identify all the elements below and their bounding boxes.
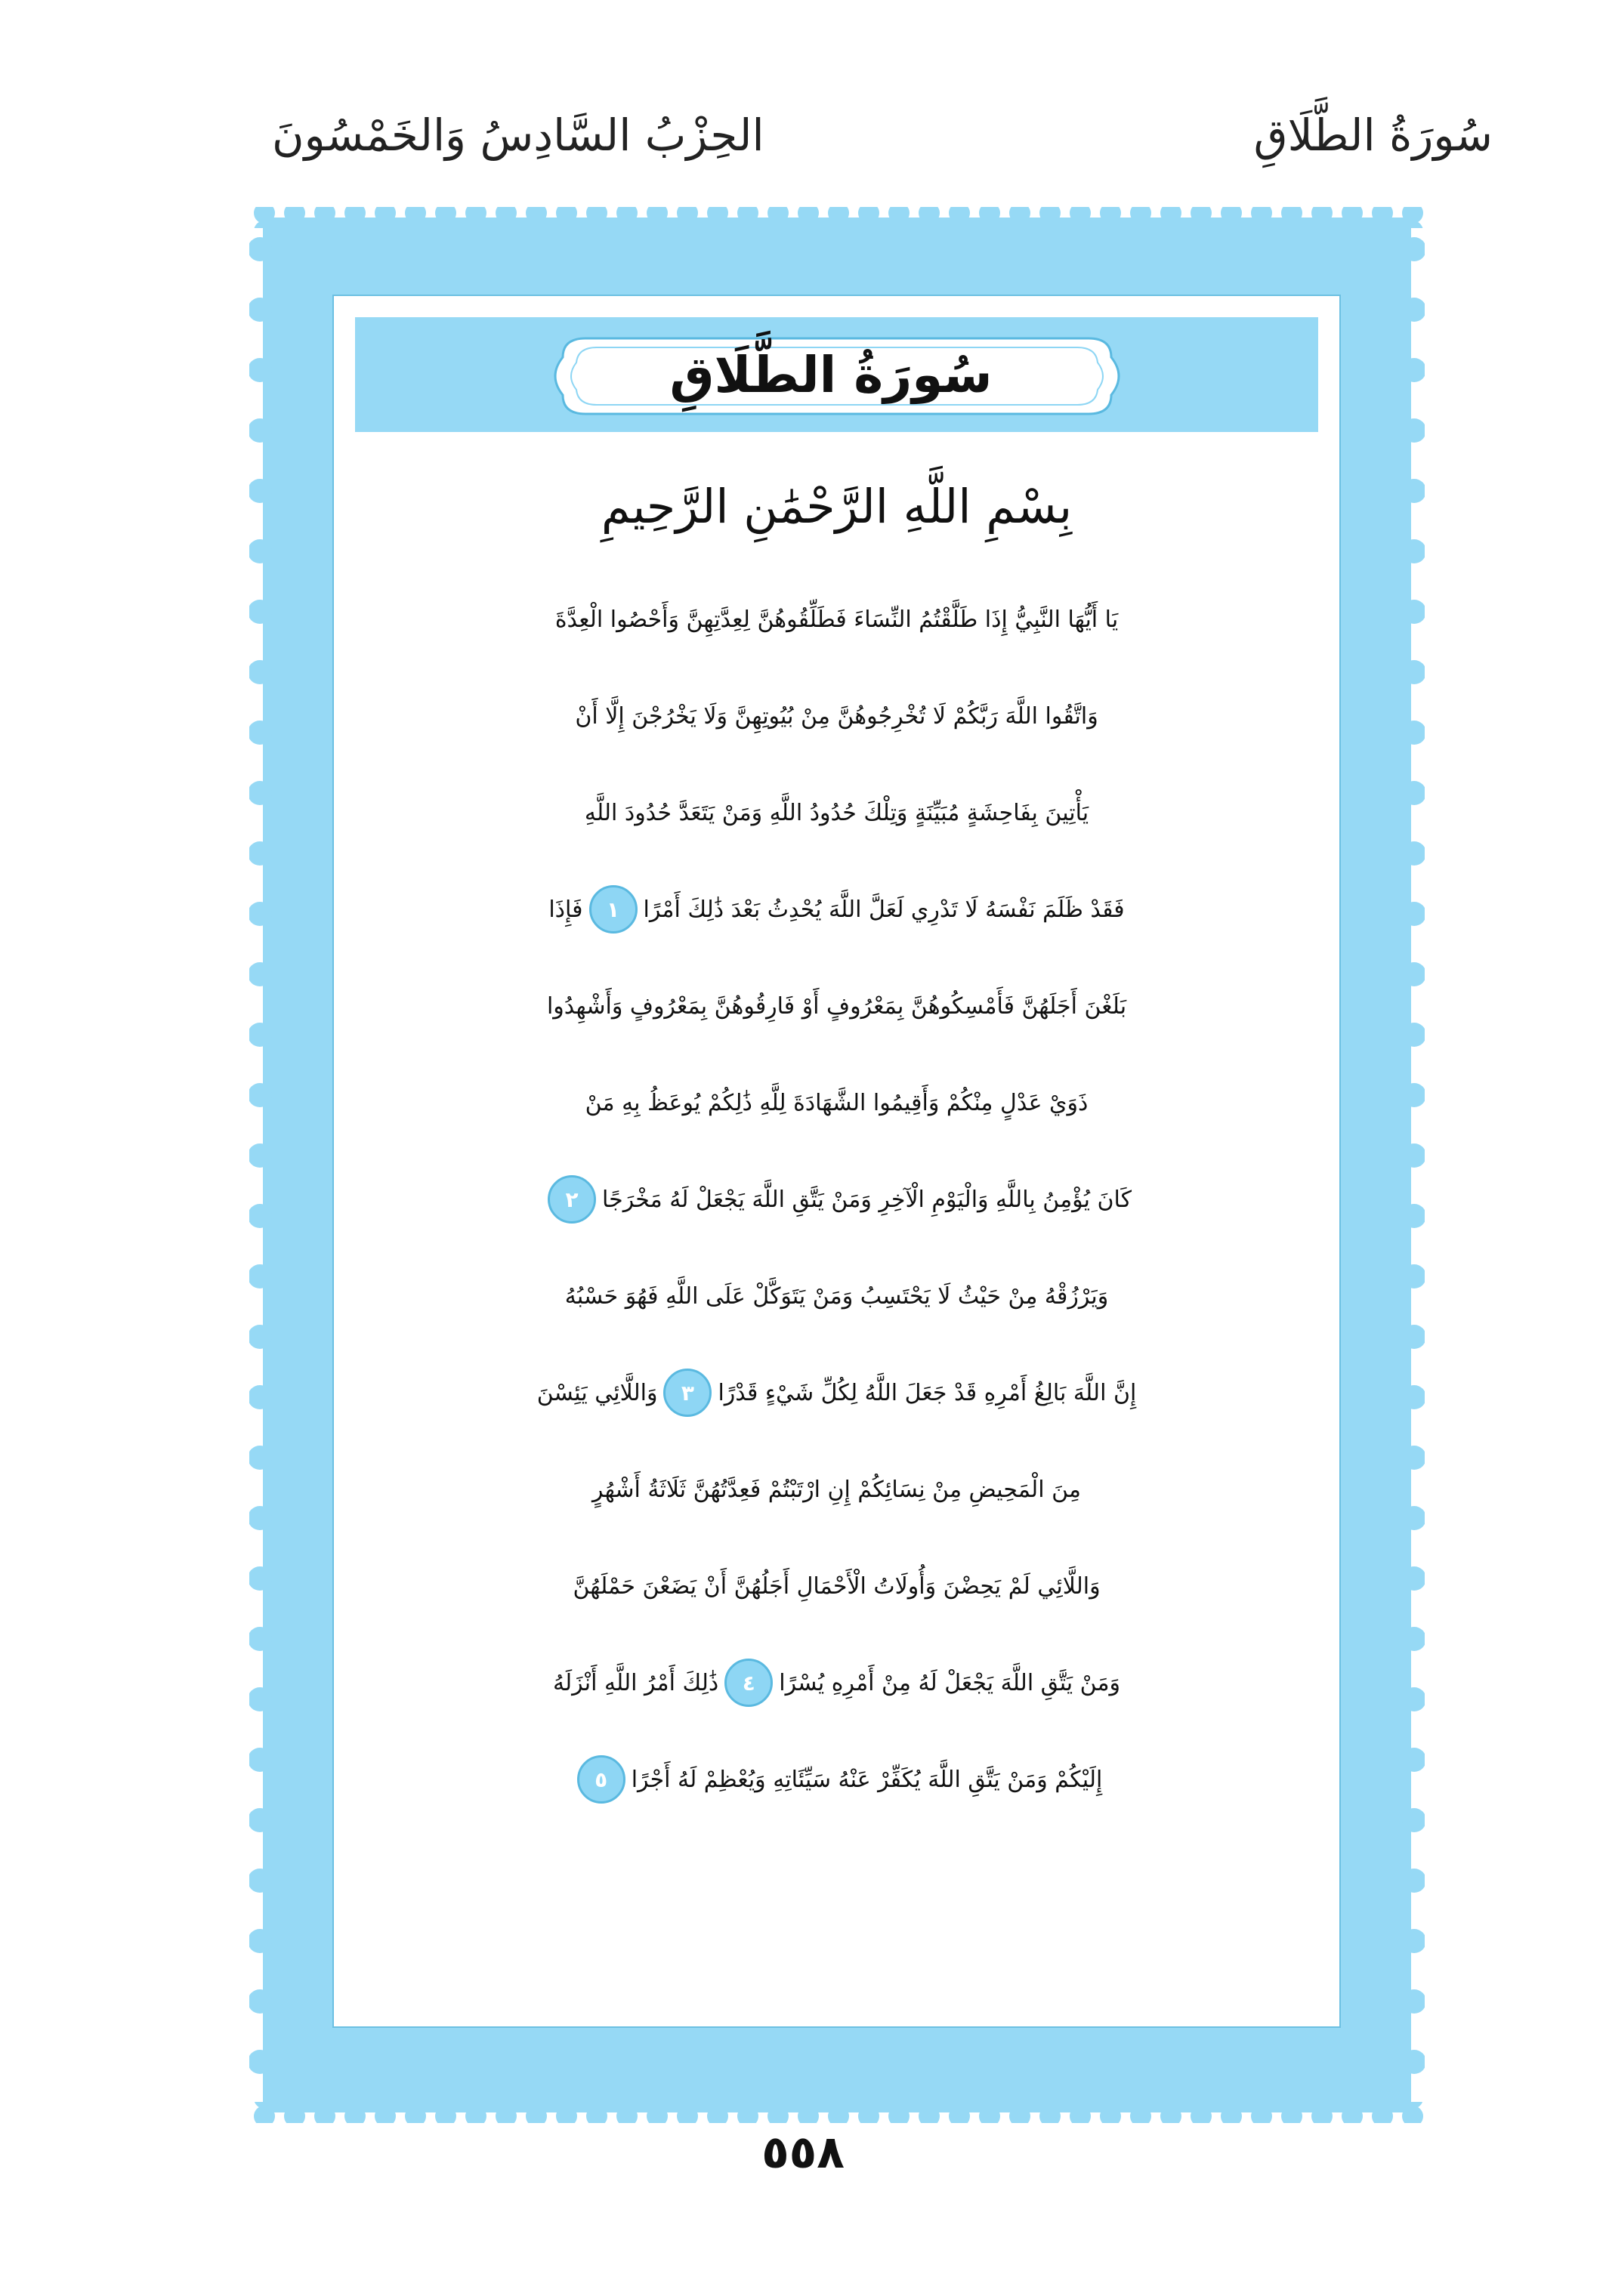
ayah-number-marker: ٢ bbox=[548, 1175, 596, 1224]
ayah-number-marker: ٣ bbox=[663, 1369, 712, 1417]
basmala: بِسْمِ اللَّهِ الرَّحْمَٰنِ الرَّحِيمِ bbox=[601, 478, 1073, 534]
line-text: وَاتَّقُوا اللَّهَ رَبَّكُمْ لَا تُخْرِجُوهُنَّ مِنْ بُيُوتِهِنَّ وَلَا يَخْرُجْنَ إِلَّا أَنْ bbox=[575, 702, 1098, 730]
line-text: إِنَّ اللَّهَ بَالِغُ أَمْرِهِ قَدْ جَعَلَ اللَّهُ لِكُلِّ شَيْءٍ قَدْرًا bbox=[718, 1379, 1137, 1406]
line-text-continuation: ذَٰلِكَ أَمْرُ اللَّهِ أَنْزَلَهُ bbox=[552, 1669, 719, 1696]
quran-line bbox=[355, 671, 1318, 761]
quran-line bbox=[355, 1541, 1318, 1631]
line-text-continuation: فَإِذَا bbox=[548, 896, 583, 923]
quran-line bbox=[355, 767, 1318, 858]
quran-line bbox=[355, 1734, 1318, 1825]
line-text-continuation: وَاللَّائِي يَئِسْنَ bbox=[536, 1379, 658, 1406]
header-surah-name: سُورَةُ الطَّلَاقِ bbox=[1253, 110, 1493, 161]
quran-line bbox=[355, 1154, 1318, 1245]
line-text: كَانَ يُؤْمِنُ بِاللَّهِ وَالْيَوْمِ الْآخِرِ وَمَنْ يَتَّقِ اللَّهَ يَجْعَلْ لَهُ مَخْرَجًا bbox=[602, 1186, 1132, 1213]
quran-line bbox=[355, 1444, 1318, 1535]
line-text: يَا أَيُّهَا النَّبِيُّ إِذَا طَلَّقْتُمُ النِّسَاءَ فَطَلِّقُوهُنَّ لِعِدَّتِهِنَّ وَأَحْصُوا الْعِدَّةَ bbox=[554, 606, 1119, 633]
quran-line bbox=[355, 1251, 1318, 1341]
ayah-number-marker: ٤ bbox=[724, 1659, 773, 1707]
line-text: مِنَ الْمَحِيضِ مِنْ نِسَائِكُمْ إِنِ ارْتَبْتُمْ فَعِدَّتُهُنَّ ثَلَاثَةُ أَشْهُرٍ bbox=[592, 1476, 1081, 1503]
quran-line bbox=[355, 1347, 1318, 1438]
header-hizb-label: الحِزْبُ السَّادِسُ وَالخَمْسُونَ bbox=[272, 110, 764, 161]
ayah-number-marker: ١ bbox=[589, 885, 638, 934]
quran-line bbox=[355, 864, 1318, 955]
line-text: يَأْتِينَ بِفَاحِشَةٍ مُبَيِّنَةٍ وَتِلْكَ حُدُودُ اللَّهِ وَمَنْ يَتَعَدَّ حُدُودَ اللَّهِ bbox=[584, 799, 1089, 826]
quran-line bbox=[355, 1057, 1318, 1148]
line-text: فَقَدْ ظَلَمَ نَفْسَهُ لَا تَدْرِي لَعَلَّ اللَّهَ يُحْدِثُ بَعْدَ ذَٰلِكَ أَمْرًا bbox=[643, 896, 1125, 923]
page-number: ٥٥٨ bbox=[761, 2126, 845, 2179]
line-text: ذَوَيْ عَدْلٍ مِنْكُمْ وَأَقِيمُوا الشَّهَادَةَ لِلَّهِ ذَٰلِكُمْ يُوعَظُ بِهِ مَنْ bbox=[585, 1089, 1089, 1116]
line-text: وَاللَّائِي لَمْ يَحِضْنَ وَأُولَاتُ الْأَحْمَالِ أَجَلُهُنَّ أَنْ يَضَعْنَ حَمْلَهُنَّ bbox=[573, 1572, 1101, 1600]
ayah-number-marker: ٥ bbox=[577, 1755, 625, 1804]
quran-line bbox=[355, 574, 1318, 665]
line-text: إِلَيْكُمْ وَمَنْ يَتَّقِ اللَّهَ يُكَفِّرْ عَنْهُ سَيِّئَاتِهِ وَيُعْظِمْ لَهُ أَجْرًا bbox=[631, 1766, 1103, 1793]
surah-title: سُورَةُ الطَّلَاقِ bbox=[669, 345, 993, 404]
line-text: بَلَغْنَ أَجَلَهُنَّ فَأَمْسِكُوهُنَّ بِمَعْرُوفٍ أَوْ فَارِقُوهُنَّ بِمَعْرُوفٍ وَأَشْهِدُوا bbox=[546, 992, 1127, 1020]
line-text: وَيَرْزُقْهُ مِنْ حَيْثُ لَا يَحْتَسِبُ وَمَنْ يَتَوَكَّلْ عَلَى اللَّهِ فَهُوَ حَسْبُهُ bbox=[564, 1282, 1109, 1310]
line-text: وَمَنْ يَتَّقِ اللَّهَ يَجْعَلْ لَهُ مِنْ أَمْرِهِ يُسْرًا bbox=[779, 1669, 1121, 1696]
quran-line bbox=[355, 961, 1318, 1051]
quran-line bbox=[355, 1637, 1318, 1728]
